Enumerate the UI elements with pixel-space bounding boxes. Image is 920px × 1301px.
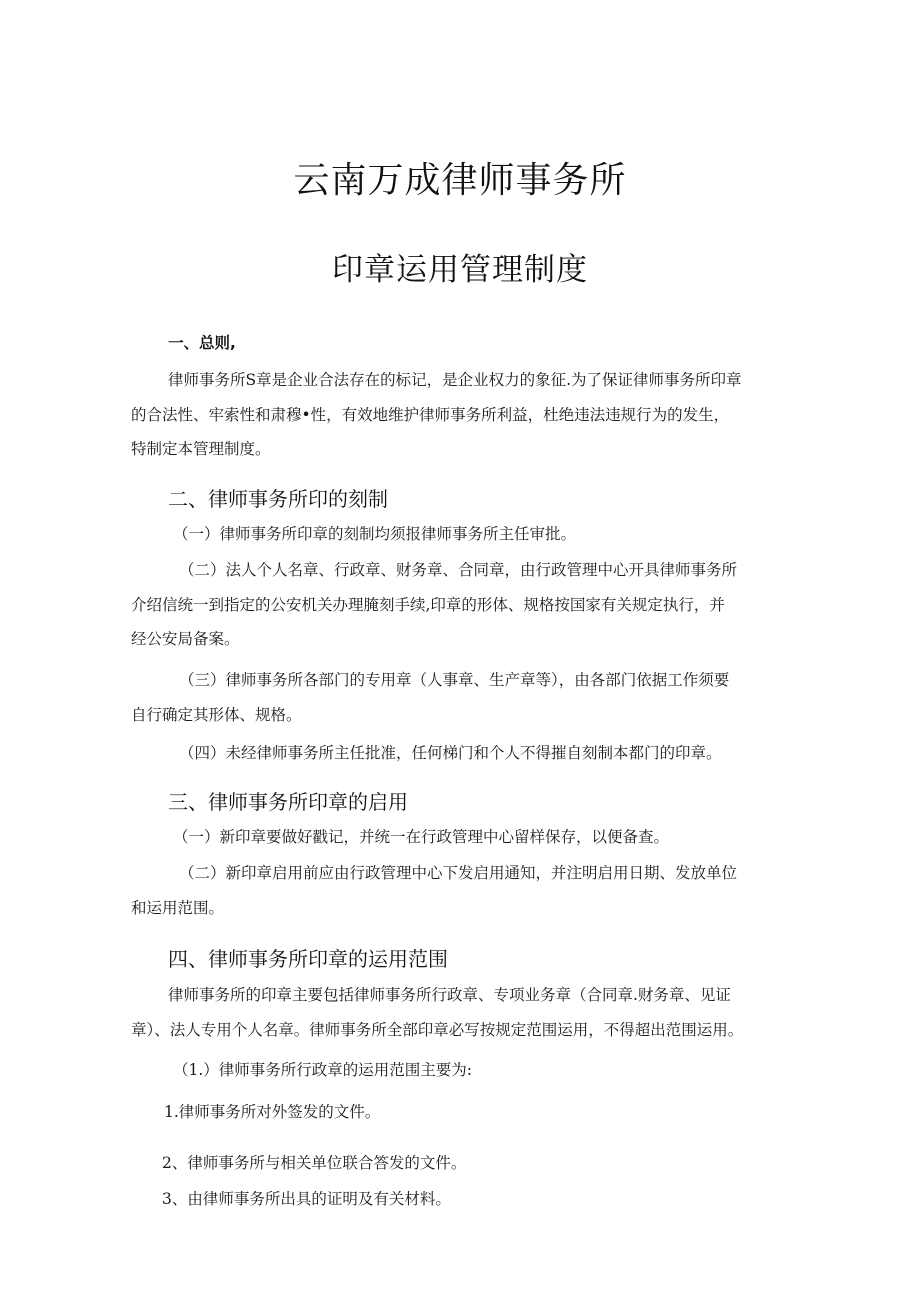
text-line: 介绍信统一到指定的公安机关办理腌刻手续,印章的形体、规格按国家有关规定执行，并 — [131, 595, 725, 614]
section-3-item-1 — [131, 820, 669, 855]
section-3-heading: 三、律师事务所印章的启用 — [168, 790, 408, 814]
text-line: 律师事务所的印章主要包括律师事务所行政章、专项业务章（合同章.财务章、见证 — [168, 986, 731, 1004]
text-line: （一）新印章要做好戳记，并统一在行政管理中心留样保存，以便备查。 — [173, 828, 670, 846]
section-4-heading: 四、律师事务所印章的运用范围 — [168, 947, 448, 971]
text-line: 和运用范围。 — [131, 898, 225, 917]
text-line: （1.）律师事务所行政章的运用范围主要为: — [173, 1061, 473, 1079]
text-line: （一）律师事务所印章的刻制均须报律师事务所主任审批。 — [173, 525, 577, 543]
section-2-item-4 — [131, 736, 722, 771]
text-line: 自行确定其形体、规格。 — [131, 705, 302, 724]
section-3-item-2 — [131, 856, 737, 925]
text-line: （三）律师事务所各部门的专用章（人事章、生产章等），由各部门依据工作须要 — [179, 671, 730, 689]
list-item: 3、由律师事务所出具的证明及有关材料。 — [162, 1190, 451, 1208]
text-line: （四）未经律师事务所主任批准，任何梯门和个人不得摧自刻制本都门的印章。 — [179, 744, 722, 762]
text-line: （二）新印章启用前应由行政管理中心下发启用通知，并注明启用日期、发放单位 — [179, 864, 738, 882]
list-item: 1.律师事务所对外签发的文件。 — [164, 1103, 381, 1121]
document-title: 云南万成律师事务所 — [293, 160, 627, 201]
section-4-paragraph — [131, 978, 743, 1047]
section-1-heading: 一、总则, — [168, 334, 236, 352]
section-2-item-3 — [131, 663, 729, 732]
text-line: 的合法性、牢索性和肃穆•性，有效地维护律师事务所利益，杜绝违法违规行为的发生， — [131, 405, 730, 424]
text-line: 经公安局备案。 — [131, 630, 240, 648]
text-line: 章）、法人专用个人名章。律师事务所全部印章必写按规定范围运用，不得超出范围运用。 — [131, 1020, 744, 1039]
list-item: 2、律师事务所与相关单位联合答发的文件。 — [162, 1154, 467, 1172]
section-1-paragraph — [131, 363, 742, 467]
section-2-heading: 二、律师事务所印的刻制 — [168, 487, 388, 511]
section-2-item-2 — [131, 553, 737, 657]
text-line: （二）法人个人名章、行政章、财务章、合同章，由行政管理中心开具律师事务所 — [179, 561, 738, 579]
document-subtitle: 印章运用管理制度 — [332, 252, 588, 288]
section-2-item-1 — [131, 517, 576, 552]
text-line: 特制定本管理制度。 — [131, 440, 271, 458]
text-line: 律师事务所S章是企业合法存在的标记，是企业权力的象征.为了保证律师事务所印章 — [168, 371, 742, 389]
section-4-subheading — [131, 1053, 472, 1088]
